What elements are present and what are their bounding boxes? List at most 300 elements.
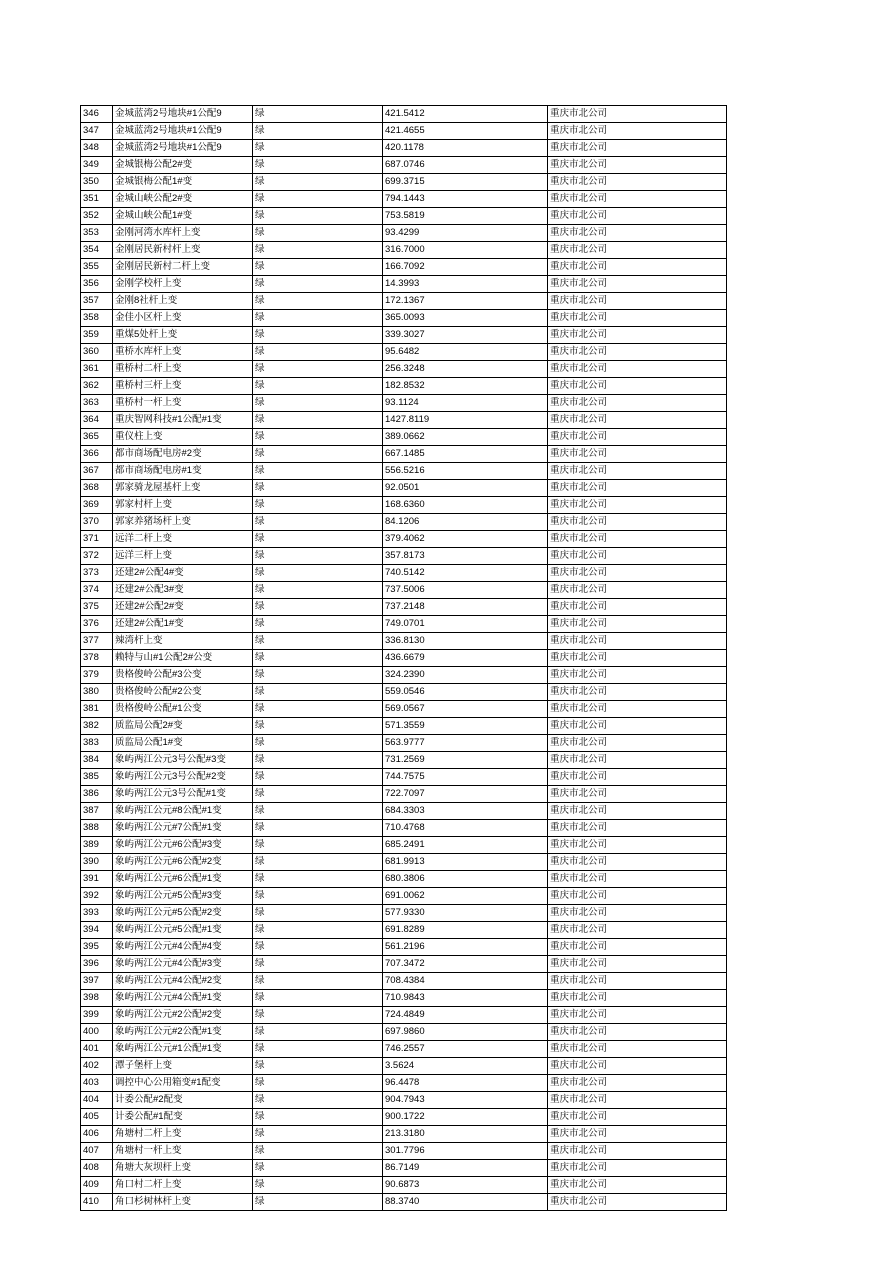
row-index: 360: [81, 344, 113, 361]
row-name: 都市商场配电房#1变: [113, 463, 253, 480]
row-color: 绿: [253, 1041, 383, 1058]
row-value: 737.2148: [383, 599, 548, 616]
table-row: [81, 650, 727, 667]
table-row: [81, 786, 727, 803]
row-value: 744.7575: [383, 769, 548, 786]
table-row: [81, 684, 727, 701]
row-value: 900.1722: [383, 1109, 548, 1126]
row-name: 重桥村一杆上变: [113, 395, 253, 412]
row-value: 1427.8119: [383, 412, 548, 429]
row-color: 绿: [253, 922, 383, 939]
row-color: 绿: [253, 361, 383, 378]
table-row: [81, 1143, 727, 1160]
row-company: 重庆市北公司: [548, 599, 727, 616]
row-color: 绿: [253, 395, 383, 412]
row-color: 绿: [253, 429, 383, 446]
row-index: 409: [81, 1177, 113, 1194]
row-company: 重庆市北公司: [548, 582, 727, 599]
row-company: 重庆市北公司: [548, 480, 727, 497]
row-color: 绿: [253, 820, 383, 837]
row-value: 389.0662: [383, 429, 548, 446]
row-value: 563.9777: [383, 735, 548, 752]
row-name: 象屿两江公元#2公配#2变: [113, 1007, 253, 1024]
row-company: 重庆市北公司: [548, 701, 727, 718]
row-color: 绿: [253, 582, 383, 599]
row-index: 362: [81, 378, 113, 395]
row-name: 金刚河湾水库杆上变: [113, 225, 253, 242]
table-row: [81, 973, 727, 990]
row-name: 重仪柱上变: [113, 429, 253, 446]
row-color: 绿: [253, 174, 383, 191]
row-value: 707.3472: [383, 956, 548, 973]
row-value: 571.3559: [383, 718, 548, 735]
row-index: 379: [81, 667, 113, 684]
row-name: 远洋三杆上变: [113, 548, 253, 565]
row-value: 687.0746: [383, 157, 548, 174]
row-index: 346: [81, 106, 113, 123]
row-color: 绿: [253, 276, 383, 293]
row-color: 绿: [253, 514, 383, 531]
table-row: [81, 735, 727, 752]
table-row: [81, 1109, 727, 1126]
row-index: 400: [81, 1024, 113, 1041]
table-row: [81, 395, 727, 412]
table-row: [81, 888, 727, 905]
row-name: 还建2#公配1#变: [113, 616, 253, 633]
row-color: 绿: [253, 837, 383, 854]
row-name: 潭子堡杆上变: [113, 1058, 253, 1075]
row-company: 重庆市北公司: [548, 990, 727, 1007]
row-name: 郭家养猪场杆上变: [113, 514, 253, 531]
row-name: 象屿两江公元#8公配#1变: [113, 803, 253, 820]
row-value: 684.3303: [383, 803, 548, 820]
row-index: 352: [81, 208, 113, 225]
row-index: 401: [81, 1041, 113, 1058]
row-company: 重庆市北公司: [548, 735, 727, 752]
row-color: 绿: [253, 854, 383, 871]
row-value: 93.1124: [383, 395, 548, 412]
row-company: 重庆市北公司: [548, 1041, 727, 1058]
row-name: 象屿两江公元#7公配#1变: [113, 820, 253, 837]
row-name: 贵格俊岭公配#2公变: [113, 684, 253, 701]
row-company: 重庆市北公司: [548, 174, 727, 191]
row-name: 贵格俊岭公配#1公变: [113, 701, 253, 718]
row-company: 重庆市北公司: [548, 939, 727, 956]
row-value: 172.1367: [383, 293, 548, 310]
row-index: 383: [81, 735, 113, 752]
table-row: [81, 582, 727, 599]
row-color: 绿: [253, 565, 383, 582]
row-value: 339.3027: [383, 327, 548, 344]
table-row: [81, 701, 727, 718]
table-row: [81, 565, 727, 582]
row-name: 角塘大灰坝杆上变: [113, 1160, 253, 1177]
row-company: 重庆市北公司: [548, 157, 727, 174]
row-company: 重庆市北公司: [548, 837, 727, 854]
row-name: 象屿两江公元#5公配#1变: [113, 922, 253, 939]
row-color: 绿: [253, 497, 383, 514]
table-row: [81, 1092, 727, 1109]
row-company: 重庆市北公司: [548, 905, 727, 922]
row-color: 绿: [253, 1194, 383, 1211]
row-name: 重桥水库杆上变: [113, 344, 253, 361]
row-value: 699.3715: [383, 174, 548, 191]
row-index: 366: [81, 446, 113, 463]
table-row: [81, 463, 727, 480]
row-company: 重庆市北公司: [548, 140, 727, 157]
row-company: 重庆市北公司: [548, 667, 727, 684]
row-name: 角塘村二杆上变: [113, 1126, 253, 1143]
row-name: 象屿两江公元#1公配#1变: [113, 1041, 253, 1058]
row-color: 绿: [253, 1109, 383, 1126]
row-name: 象屿两江公元3号公配#2变: [113, 769, 253, 786]
row-company: 重庆市北公司: [548, 531, 727, 548]
row-company: 重庆市北公司: [548, 242, 727, 259]
row-company: 重庆市北公司: [548, 293, 727, 310]
table-row: [81, 1177, 727, 1194]
row-color: 绿: [253, 480, 383, 497]
row-name: 计委公配#1配变: [113, 1109, 253, 1126]
row-index: 369: [81, 497, 113, 514]
row-company: 重庆市北公司: [548, 106, 727, 123]
row-company: 重庆市北公司: [548, 820, 727, 837]
row-color: 绿: [253, 531, 383, 548]
table-row: [81, 718, 727, 735]
row-name: 调控中心公用箱变#1配变: [113, 1075, 253, 1092]
row-company: 重庆市北公司: [548, 446, 727, 463]
row-index: 387: [81, 803, 113, 820]
row-color: 绿: [253, 990, 383, 1007]
row-company: 重庆市北公司: [548, 276, 727, 293]
table-row: [81, 956, 727, 973]
row-index: 386: [81, 786, 113, 803]
row-name: 郭家村杆上变: [113, 497, 253, 514]
row-index: 393: [81, 905, 113, 922]
row-company: 重庆市北公司: [548, 565, 727, 582]
row-index: 349: [81, 157, 113, 174]
row-value: 93.4299: [383, 225, 548, 242]
row-company: 重庆市北公司: [548, 208, 727, 225]
table-row: [81, 344, 727, 361]
row-name: 象屿两江公元#4公配#4变: [113, 939, 253, 956]
row-value: 691.0062: [383, 888, 548, 905]
row-company: 重庆市北公司: [548, 1024, 727, 1041]
row-index: 395: [81, 939, 113, 956]
row-value: 794.1443: [383, 191, 548, 208]
row-index: 371: [81, 531, 113, 548]
row-value: 667.1485: [383, 446, 548, 463]
row-name: 象屿两江公元#5公配#2变: [113, 905, 253, 922]
row-color: 绿: [253, 939, 383, 956]
row-color: 绿: [253, 208, 383, 225]
row-index: 374: [81, 582, 113, 599]
row-index: 397: [81, 973, 113, 990]
table-row: [81, 854, 727, 871]
table-row: [81, 1194, 727, 1211]
row-value: 324.2390: [383, 667, 548, 684]
row-color: 绿: [253, 888, 383, 905]
row-color: 绿: [253, 548, 383, 565]
row-value: 86.7149: [383, 1160, 548, 1177]
row-name: 金刚学校杆上变: [113, 276, 253, 293]
row-name: 重桥村三杆上变: [113, 378, 253, 395]
row-name: 贵格俊岭公配#3公变: [113, 667, 253, 684]
row-value: 96.4478: [383, 1075, 548, 1092]
row-name: 象屿两江公元#2公配#1变: [113, 1024, 253, 1041]
table-row: [81, 616, 727, 633]
row-company: 重庆市北公司: [548, 650, 727, 667]
table-row: [81, 446, 727, 463]
table-row: [81, 1126, 727, 1143]
row-company: 重庆市北公司: [548, 1058, 727, 1075]
row-index: 355: [81, 259, 113, 276]
row-name: 金刚8社杆上变: [113, 293, 253, 310]
row-index: 384: [81, 752, 113, 769]
row-value: 84.1206: [383, 514, 548, 531]
table-row: [81, 1075, 727, 1092]
row-index: 388: [81, 820, 113, 837]
table-row: [81, 293, 727, 310]
row-color: 绿: [253, 1007, 383, 1024]
row-name: 还建2#公配2#变: [113, 599, 253, 616]
row-value: 379.4062: [383, 531, 548, 548]
row-index: 394: [81, 922, 113, 939]
row-value: 740.5142: [383, 565, 548, 582]
row-index: 405: [81, 1109, 113, 1126]
table-row: [81, 531, 727, 548]
row-color: 绿: [253, 905, 383, 922]
row-value: 420.1178: [383, 140, 548, 157]
row-company: 重庆市北公司: [548, 191, 727, 208]
row-index: 389: [81, 837, 113, 854]
row-index: 396: [81, 956, 113, 973]
row-index: 354: [81, 242, 113, 259]
row-index: 365: [81, 429, 113, 446]
row-index: 381: [81, 701, 113, 718]
table-row: [81, 327, 727, 344]
row-value: 14.3993: [383, 276, 548, 293]
table-row: [81, 208, 727, 225]
row-name: 质监局公配2#变: [113, 718, 253, 735]
row-color: 绿: [253, 106, 383, 123]
row-value: 256.3248: [383, 361, 548, 378]
row-company: 重庆市北公司: [548, 956, 727, 973]
row-name: 金城蓝湾2号地块#1公配9: [113, 106, 253, 123]
row-index: 378: [81, 650, 113, 667]
row-index: 406: [81, 1126, 113, 1143]
row-index: 375: [81, 599, 113, 616]
row-company: 重庆市北公司: [548, 361, 727, 378]
row-value: 90.6873: [383, 1177, 548, 1194]
row-name: 金城蓝湾2号地块#1公配9: [113, 123, 253, 140]
row-company: 重庆市北公司: [548, 344, 727, 361]
row-index: 403: [81, 1075, 113, 1092]
table-body: [81, 106, 727, 1211]
row-color: 绿: [253, 242, 383, 259]
row-color: 绿: [253, 735, 383, 752]
row-color: 绿: [253, 1160, 383, 1177]
row-company: 重庆市北公司: [548, 548, 727, 565]
row-color: 绿: [253, 599, 383, 616]
row-color: 绿: [253, 1143, 383, 1160]
row-color: 绿: [253, 140, 383, 157]
row-company: 重庆市北公司: [548, 412, 727, 429]
row-color: 绿: [253, 1024, 383, 1041]
row-name: 金刚居民新村二杆上变: [113, 259, 253, 276]
row-color: 绿: [253, 633, 383, 650]
row-index: 370: [81, 514, 113, 531]
row-value: 722.7097: [383, 786, 548, 803]
table-row: [81, 633, 727, 650]
row-company: 重庆市北公司: [548, 463, 727, 480]
table-row: [81, 225, 727, 242]
row-name: 还建2#公配3#变: [113, 582, 253, 599]
row-color: 绿: [253, 225, 383, 242]
row-index: 399: [81, 1007, 113, 1024]
table-row: [81, 667, 727, 684]
row-company: 重庆市北公司: [548, 718, 727, 735]
table-row: [81, 871, 727, 888]
row-company: 重庆市北公司: [548, 616, 727, 633]
row-color: 绿: [253, 327, 383, 344]
row-value: 166.7092: [383, 259, 548, 276]
row-index: 376: [81, 616, 113, 633]
table-row: [81, 803, 727, 820]
data-table-container: [80, 105, 726, 1211]
row-company: 重庆市北公司: [548, 514, 727, 531]
row-company: 重庆市北公司: [548, 1194, 727, 1211]
row-value: 421.5412: [383, 106, 548, 123]
row-value: 681.9913: [383, 854, 548, 871]
table-row: [81, 497, 727, 514]
row-company: 重庆市北公司: [548, 1007, 727, 1024]
row-value: 710.9843: [383, 990, 548, 1007]
row-value: 710.4768: [383, 820, 548, 837]
table-row: [81, 514, 727, 531]
row-name: 重庆智网科技#1公配#1变: [113, 412, 253, 429]
row-value: 95.6482: [383, 344, 548, 361]
row-company: 重庆市北公司: [548, 1143, 727, 1160]
row-name: 象屿两江公元#4公配#2变: [113, 973, 253, 990]
row-name: 质监局公配1#变: [113, 735, 253, 752]
row-value: 561.2196: [383, 939, 548, 956]
row-value: 685.2491: [383, 837, 548, 854]
row-name: 郭家骑龙屋基杆上变: [113, 480, 253, 497]
row-name: 金刚居民新村杆上变: [113, 242, 253, 259]
row-index: 347: [81, 123, 113, 140]
row-name: 金城银梅公配1#变: [113, 174, 253, 191]
row-index: 348: [81, 140, 113, 157]
table-row: [81, 752, 727, 769]
table-row: [81, 123, 727, 140]
row-color: 绿: [253, 667, 383, 684]
row-index: 407: [81, 1143, 113, 1160]
row-company: 重庆市北公司: [548, 1126, 727, 1143]
row-color: 绿: [253, 191, 383, 208]
row-color: 绿: [253, 378, 383, 395]
row-value: 365.0093: [383, 310, 548, 327]
table-row: [81, 140, 727, 157]
row-name: 金城银梅公配2#变: [113, 157, 253, 174]
row-value: 691.8289: [383, 922, 548, 939]
row-value: 168.6360: [383, 497, 548, 514]
table-row: [81, 242, 727, 259]
table-row: [81, 157, 727, 174]
row-value: 559.0546: [383, 684, 548, 701]
row-name: 象屿两江公元3号公配#1变: [113, 786, 253, 803]
table-row: [81, 922, 727, 939]
row-index: 361: [81, 361, 113, 378]
row-color: 绿: [253, 650, 383, 667]
row-value: 577.9330: [383, 905, 548, 922]
row-name: 远洋二杆上变: [113, 531, 253, 548]
row-color: 绿: [253, 1126, 383, 1143]
row-color: 绿: [253, 752, 383, 769]
table-row: [81, 310, 727, 327]
row-color: 绿: [253, 803, 383, 820]
row-name: 金城山峡公配1#变: [113, 208, 253, 225]
table-row: [81, 990, 727, 1007]
row-company: 重庆市北公司: [548, 1092, 727, 1109]
row-company: 重庆市北公司: [548, 225, 727, 242]
row-color: 绿: [253, 973, 383, 990]
row-value: 904.7943: [383, 1092, 548, 1109]
row-name: 重煤5处杆上变: [113, 327, 253, 344]
row-index: 385: [81, 769, 113, 786]
row-color: 绿: [253, 463, 383, 480]
row-index: 390: [81, 854, 113, 871]
row-value: 3.5624: [383, 1058, 548, 1075]
row-name: 象屿两江公元#6公配#2变: [113, 854, 253, 871]
row-company: 重庆市北公司: [548, 633, 727, 650]
row-index: 380: [81, 684, 113, 701]
row-company: 重庆市北公司: [548, 803, 727, 820]
table-row: [81, 276, 727, 293]
table-row: [81, 429, 727, 446]
row-color: 绿: [253, 446, 383, 463]
row-index: 363: [81, 395, 113, 412]
row-name: 角口杉树林杆上变: [113, 1194, 253, 1211]
row-color: 绿: [253, 344, 383, 361]
table-row: [81, 1160, 727, 1177]
row-company: 重庆市北公司: [548, 259, 727, 276]
row-name: 金佳小区杆上变: [113, 310, 253, 327]
row-company: 重庆市北公司: [548, 752, 727, 769]
row-name: 角口村二杆上变: [113, 1177, 253, 1194]
row-value: 301.7796: [383, 1143, 548, 1160]
row-color: 绿: [253, 769, 383, 786]
table-row: [81, 905, 727, 922]
row-company: 重庆市北公司: [548, 922, 727, 939]
row-company: 重庆市北公司: [548, 1160, 727, 1177]
data-table: [80, 105, 727, 1211]
row-color: 绿: [253, 718, 383, 735]
row-index: 359: [81, 327, 113, 344]
row-color: 绿: [253, 1092, 383, 1109]
row-color: 绿: [253, 310, 383, 327]
row-index: 364: [81, 412, 113, 429]
row-color: 绿: [253, 1075, 383, 1092]
row-index: 398: [81, 990, 113, 1007]
table-row: [81, 361, 727, 378]
row-color: 绿: [253, 871, 383, 888]
row-index: 404: [81, 1092, 113, 1109]
row-index: 402: [81, 1058, 113, 1075]
row-value: 357.8173: [383, 548, 548, 565]
table-row: [81, 480, 727, 497]
row-name: 都市商场配电房#2变: [113, 446, 253, 463]
row-value: 88.3740: [383, 1194, 548, 1211]
